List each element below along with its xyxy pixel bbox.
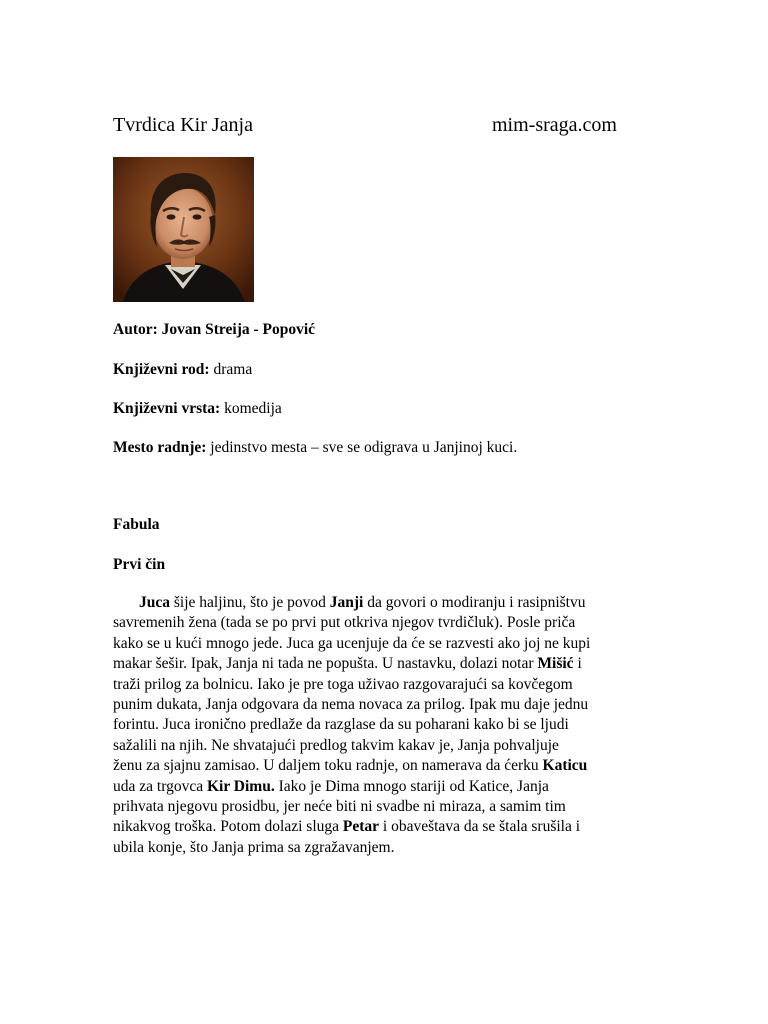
portrait-painting-icon: [113, 157, 254, 302]
paragraph-line: [113, 695, 658, 715]
type-value: komedija: [224, 400, 282, 417]
text-run: punim dukata, Janja odgovara da nema novaca za prilog. Ipak mu daje jednu: [113, 696, 589, 714]
text-run: uda za trgovca: [113, 777, 207, 795]
type-line: [113, 399, 282, 419]
paragraph-line: [113, 797, 658, 817]
text-run: nikakvog troška. Potom dolazi sluga: [113, 818, 343, 836]
paragraph-line: [113, 838, 658, 858]
text-run: i: [573, 655, 582, 673]
text-run: traži prilog za bolnicu. Iako je pre toga uživao razgovarajući sa kovčegom: [113, 675, 573, 693]
text-run: sažalili na njih. Ne shvatajući predlog takvim kakav je, Janja pohvaljuje: [113, 736, 559, 754]
author-value: Jovan Streija - Popović: [161, 321, 316, 338]
paragraph-line: [113, 777, 658, 797]
genre-label: Književni rod:: [113, 361, 210, 378]
genre-line: [113, 360, 252, 380]
bold-name: Juca: [139, 594, 170, 611]
text-run: šije haljinu, što je povod: [170, 594, 330, 611]
paragraph-line: [113, 736, 658, 756]
text-run: ubila konje, što Janja prima sa zgražavanjem.: [113, 838, 395, 856]
text-run: savremenih žena (tada se po prvi put otkriva njegov tvrdičluk). Posle priča: [113, 614, 576, 632]
setting-label: Mesto radnje:: [113, 439, 207, 456]
paragraph-line: [113, 634, 658, 654]
setting-value: jedinstvo mesta – sve se odigrava u Janjinoj kuci.: [210, 439, 518, 456]
text-run: da govori o modiranju i rasipništvu: [363, 594, 586, 611]
bold-name: Janji: [329, 594, 364, 611]
text-run: forintu. Juca ironično predlaže da razglase da su poharani kako bi se ljudi: [113, 716, 569, 734]
paragraph-line: [113, 593, 658, 613]
text-run: Iako je Dima mnogo stariji od Katice, Janja: [274, 777, 549, 795]
bold-name: Petar: [342, 818, 380, 836]
bold-name: Kir Dimu.: [206, 777, 275, 795]
plot-paragraph: [113, 593, 658, 858]
document-title: Tvrdica Kir Janja: [113, 114, 253, 136]
bold-name: Mišić: [537, 655, 574, 673]
site-name: mim-sraga.com: [492, 114, 617, 136]
paragraph-line: [113, 675, 658, 695]
author-line: [113, 320, 315, 340]
paragraph-line: [113, 654, 658, 674]
text-run: prihvata njegovu prosidbu, jer neće biti ni svadbe ni miraza, a samim tim: [113, 798, 566, 816]
bold-name: Katicu: [542, 757, 588, 775]
text-run: makar šešir. Ipak, Janja ni tada ne popušta. U nastavku, dolazi notar: [113, 655, 538, 673]
paragraph-line: [113, 715, 658, 735]
paragraph-line: [113, 756, 658, 776]
section-heading-fabula: Fabula: [113, 516, 160, 533]
paragraph-line: [113, 613, 658, 633]
setting-line: [113, 438, 517, 458]
author-label: Autor:: [113, 321, 158, 338]
text-run: kako se u kući mnogo jede. Juca ga ucenjuje da će se razvesti ako joj ne kupi: [113, 634, 591, 652]
text-run: ženu za sjajnu zamisao. U daljem toku radnje, on namerava da ćerku: [113, 757, 543, 775]
text-run: i obaveštava da se štala srušila i: [379, 818, 581, 836]
section-heading-act-one: Prvi čin: [113, 556, 166, 573]
paragraph-line: [113, 817, 658, 837]
genre-value: drama: [213, 361, 253, 378]
type-label: Književni vrsta:: [113, 400, 221, 417]
